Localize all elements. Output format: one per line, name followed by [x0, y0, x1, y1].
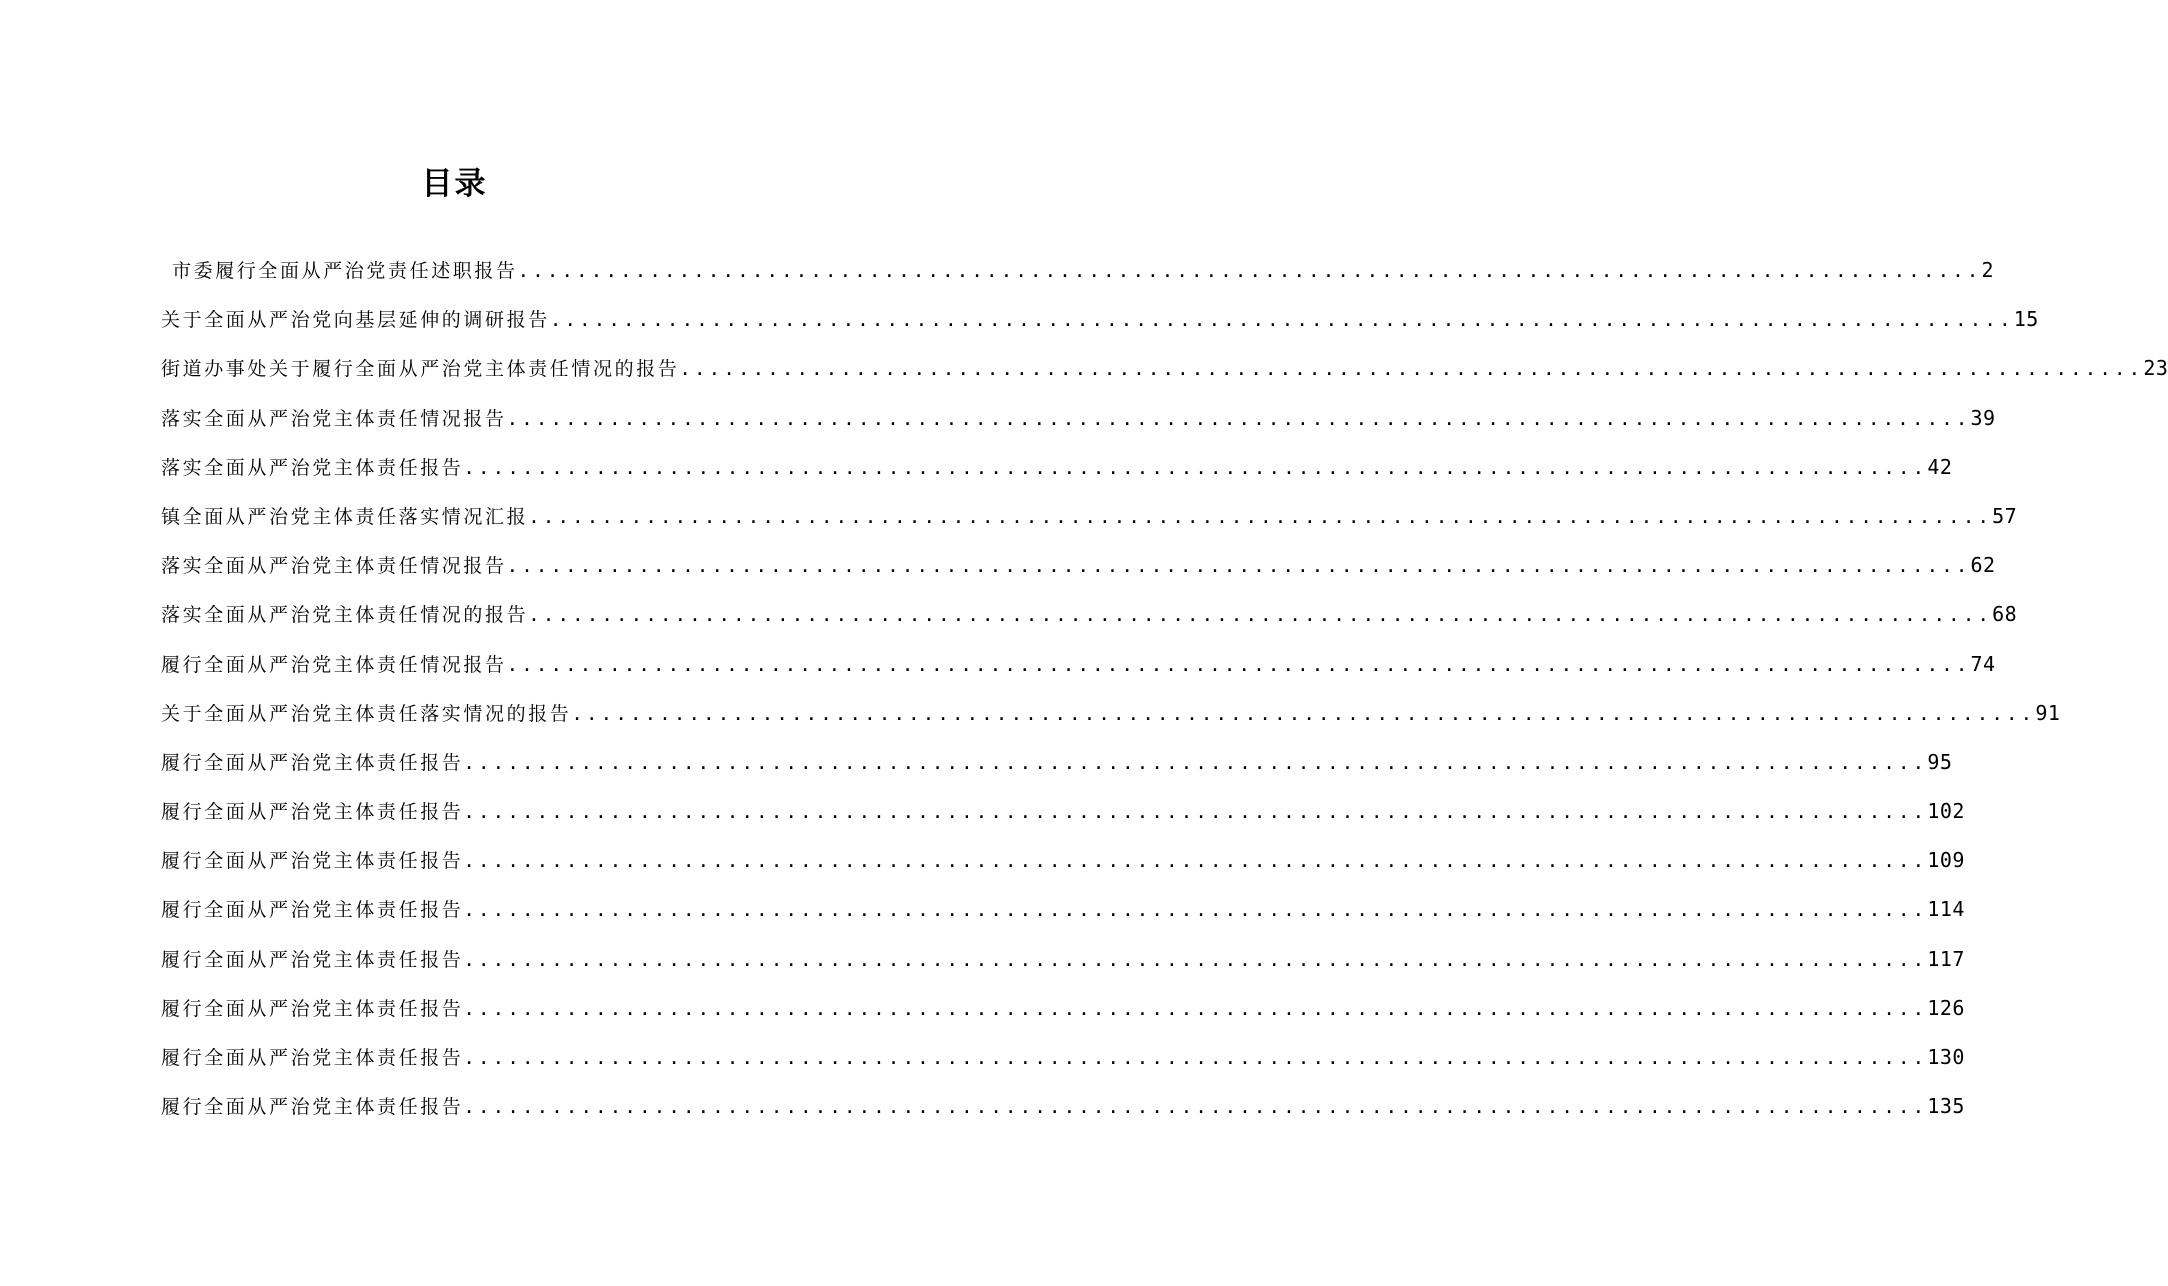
toc-dot-leader: ....................................................................................................: [506, 555, 1971, 578]
toc-entry-title: 街道办事处关于履行全面从严治党主体责任情况的报告: [161, 358, 680, 381]
toc-entry-title: 落实全面从严治党主体责任情况报告: [161, 407, 507, 430]
toc-dot-leader: ....................................................................................................: [463, 751, 1928, 774]
toc-entry[interactable]: [161, 1040, 1965, 1089]
toc-entry-page: 102: [1927, 799, 1965, 824]
toc-entry[interactable]: [161, 597, 2018, 646]
toc-entry[interactable]: [161, 450, 1953, 499]
toc-entry-page: 117: [1927, 946, 1965, 971]
toc-entry[interactable]: [161, 548, 1996, 597]
toc-entry-page: 62: [1970, 553, 1996, 578]
toc-entry-page: 23: [2143, 356, 2168, 381]
toc-entry-page: 91: [2035, 700, 2061, 725]
toc-dot-leader: ....................................................................................................: [463, 1047, 1928, 1069]
toc-entry-title: 履行全面从严治党主体责任报告: [161, 801, 464, 824]
toc-dot-leader: ....................................................................................................: [528, 604, 1993, 627]
toc-entry[interactable]: [161, 745, 1953, 794]
toc-entry[interactable]: [161, 696, 2061, 745]
toc-dot-leader: ....................................................................................................: [463, 801, 1928, 824]
toc-entry[interactable]: [161, 1089, 1965, 1138]
toc-entry[interactable]: [161, 647, 1996, 696]
toc-entry-title: 关于全面从严治党向基层延伸的调研报告: [161, 309, 550, 332]
toc-dot-leader: ....................................................................................................: [517, 260, 1982, 282]
toc-dot-leader: ....................................................................................................: [506, 653, 1971, 676]
toc-entry-title: 履行全面从严治党主体责任报告: [161, 1047, 464, 1069]
toc-entry[interactable]: [161, 892, 1965, 941]
toc-entry-title: 履行全面从严治党主体责任报告: [161, 997, 464, 1020]
toc-entry[interactable]: [161, 794, 1965, 843]
toc-dot-leader: ....................................................................................................: [463, 997, 1928, 1020]
toc-entry-page: 39: [1970, 405, 1996, 430]
toc-entry[interactable]: [161, 351, 2168, 400]
toc-entry-page: 135: [1927, 1094, 1965, 1119]
toc-dot-leader: ....................................................................................................: [463, 948, 1928, 971]
toc-dot-leader: ....................................................................................................: [549, 309, 2014, 332]
toc-entry-page: 109: [1927, 848, 1965, 873]
toc-entry-title: 履行全面从严治党主体责任报告: [161, 751, 464, 774]
toc-entry-page: 2: [1981, 258, 1995, 282]
toc-entry-page: 74: [1970, 651, 1996, 676]
toc-dot-leader: ....................................................................................................: [463, 850, 1928, 873]
toc-dot-leader: ....................................................................................................: [463, 1096, 1928, 1119]
toc-entry[interactable]: [161, 302, 2039, 351]
toc-heading: 目录: [421, 166, 488, 202]
toc-entry-title: 履行全面从严治党主体责任报告: [161, 899, 464, 922]
toc-dot-leader: ....................................................................................................: [679, 358, 2144, 381]
toc-dot-leader: ....................................................................................................: [463, 456, 1928, 479]
toc-entry[interactable]: [161, 991, 1965, 1040]
toc-entry[interactable]: [161, 253, 1995, 302]
toc-entry-title: 履行全面从严治党主体责任报告: [161, 1096, 464, 1119]
toc-entry-title: 落实全面从严治党主体责任情况的报告: [161, 604, 529, 627]
toc-entry-page: 130: [1927, 1045, 1965, 1069]
toc-entry-title: 镇全面从严治党主体责任落实情况汇报: [161, 505, 529, 528]
toc-entry-title: 履行全面从严治党主体责任报告: [161, 948, 464, 971]
toc-entry-page: 126: [1927, 995, 1965, 1020]
toc-entry[interactable]: [161, 401, 1996, 450]
toc-entry-title: 市委履行全面从严治党责任述职报告: [172, 260, 518, 282]
toc-entry[interactable]: [161, 942, 1965, 991]
toc-list: [161, 253, 2168, 1138]
toc-dot-leader: ....................................................................................................: [528, 505, 1993, 528]
toc-entry-title: 履行全面从严治党主体责任报告: [161, 850, 464, 873]
toc-entry-title: 落实全面从严治党主体责任情况报告: [161, 555, 507, 578]
toc-entry-title: 履行全面从严治党主体责任情况报告: [161, 653, 507, 676]
toc-entry[interactable]: [161, 843, 1965, 892]
toc-dot-leader: ....................................................................................................: [463, 899, 1928, 922]
toc-entry-page: 15: [2013, 307, 2039, 332]
toc-dot-leader: ....................................................................................................: [506, 407, 1971, 430]
toc-entry[interactable]: [161, 499, 2018, 548]
toc-dot-leader: ....................................................................................................: [571, 702, 2036, 725]
toc-entry-page: 68: [1992, 602, 2018, 627]
toc-entry-page: 114: [1927, 897, 1965, 922]
toc-entry-title: 落实全面从严治党主体责任报告: [161, 456, 464, 479]
toc-entry-title: 关于全面从严治党主体责任落实情况的报告: [161, 702, 572, 725]
toc-entry-page: 42: [1927, 454, 1953, 479]
toc-entry-page: 57: [1992, 503, 2018, 528]
toc-entry-page: 95: [1927, 749, 1953, 774]
